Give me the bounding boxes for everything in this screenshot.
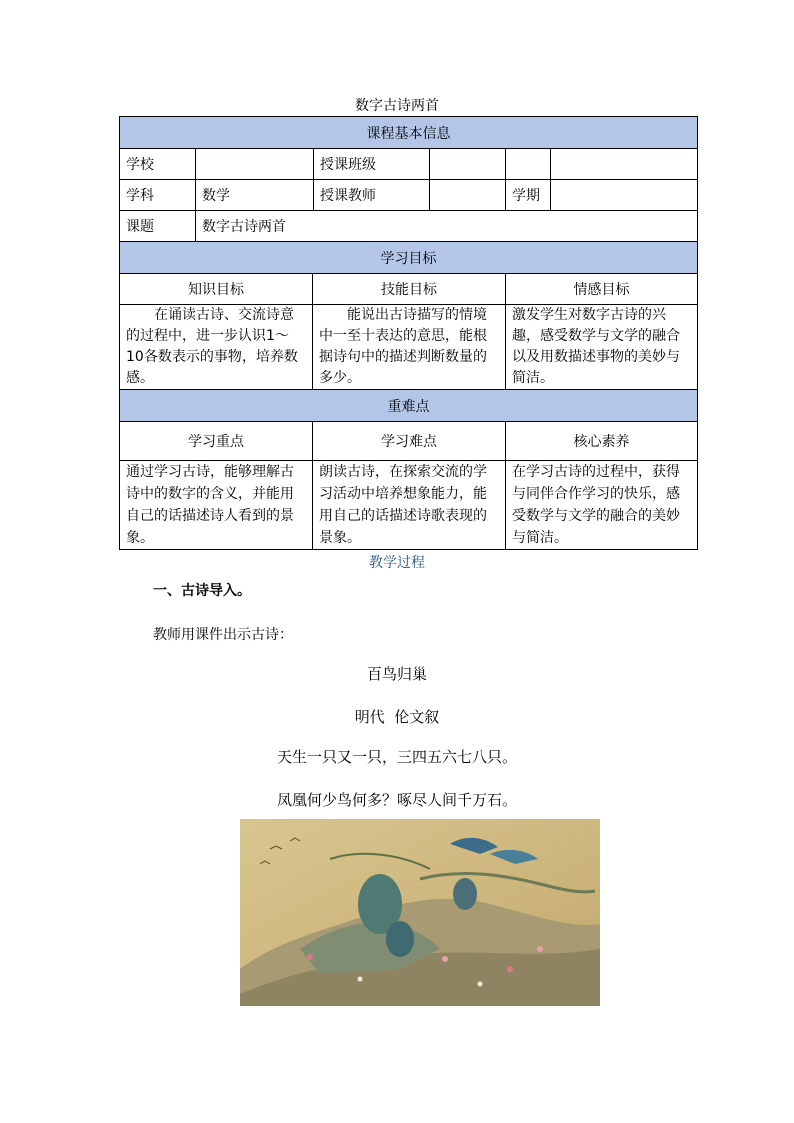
teaching-process-label: 教学过程: [369, 555, 425, 571]
poem-line-2: 凤凰何少鸟何多？啄尽人间千万石。: [276, 791, 517, 809]
key-text-focus: 通过学习古诗，能够理解古诗中的数字的含义，并能用自己的话描述诗人看到的景象。: [120, 461, 313, 550]
term-label: 学期: [506, 180, 551, 211]
key-col-focus: 学习重点: [120, 422, 313, 461]
teacher-value: [430, 180, 506, 211]
topic-value: 数字古诗两首: [196, 211, 698, 242]
school-label: 学校: [120, 149, 196, 180]
goal-col-skill: 技能目标: [313, 274, 506, 305]
key-col-difficulty: 学习难点: [313, 422, 506, 461]
poem-title: 百鸟归巢: [366, 665, 427, 683]
class-value: [430, 149, 506, 180]
key-points-header: 重难点: [120, 390, 698, 422]
key-col-literacy: 核心素养: [506, 422, 698, 461]
topic-label: 课题: [120, 211, 196, 242]
course-info-table: [119, 116, 698, 550]
key-text-difficulty: 朗读古诗，在探索交流的学习活动中培养想象能力，能用自己的话描述诗歌表现的景象。: [313, 461, 506, 550]
goal-text-emotion: 激发学生对数字古诗的兴趣，感受数学与文学的融合以及用数描述事物的美妙与简洁。: [506, 305, 698, 390]
term-value: [551, 180, 698, 211]
peacock-painting-image: [240, 819, 600, 1006]
class-extra: [506, 149, 551, 180]
goal-text-knowledge: 在诵读古诗、交流诗意的过程中，进一步认识1～10各数表示的事物，培养数感。: [120, 305, 313, 390]
class-extra-2: [551, 149, 698, 180]
school-value: [196, 149, 314, 180]
goal-text-skill: 能说出古诗描写的情境中一至十表达的意思，能根据诗句中的描述判断数量的多少。: [313, 305, 506, 390]
poem-line-1: 天生一只又一只，三四五六七八只。: [276, 748, 517, 766]
teacher-label: 授课教师: [314, 180, 430, 211]
goal-col-emotion: 情感目标: [506, 274, 698, 305]
intro-paragraph: 教师用课件出示古诗：: [153, 627, 293, 643]
subject-value: 数学: [196, 180, 314, 211]
goals-header: 学习目标: [120, 242, 698, 274]
key-text-literacy: 在学习古诗的过程中，获得与同伴合作学习的快乐，感受数学与文学的融合的美妙与简洁。: [506, 461, 698, 550]
document-title: 数字古诗两首: [355, 98, 439, 114]
subject-label: 学科: [120, 180, 196, 211]
poem-author: 明代 伦文叙: [354, 708, 440, 726]
class-label: 授课班级: [314, 149, 430, 180]
goal-col-knowledge: 知识目标: [120, 274, 313, 305]
basic-info-header: 课程基本信息: [120, 117, 698, 149]
section-heading: 一、古诗导入。: [153, 583, 251, 599]
